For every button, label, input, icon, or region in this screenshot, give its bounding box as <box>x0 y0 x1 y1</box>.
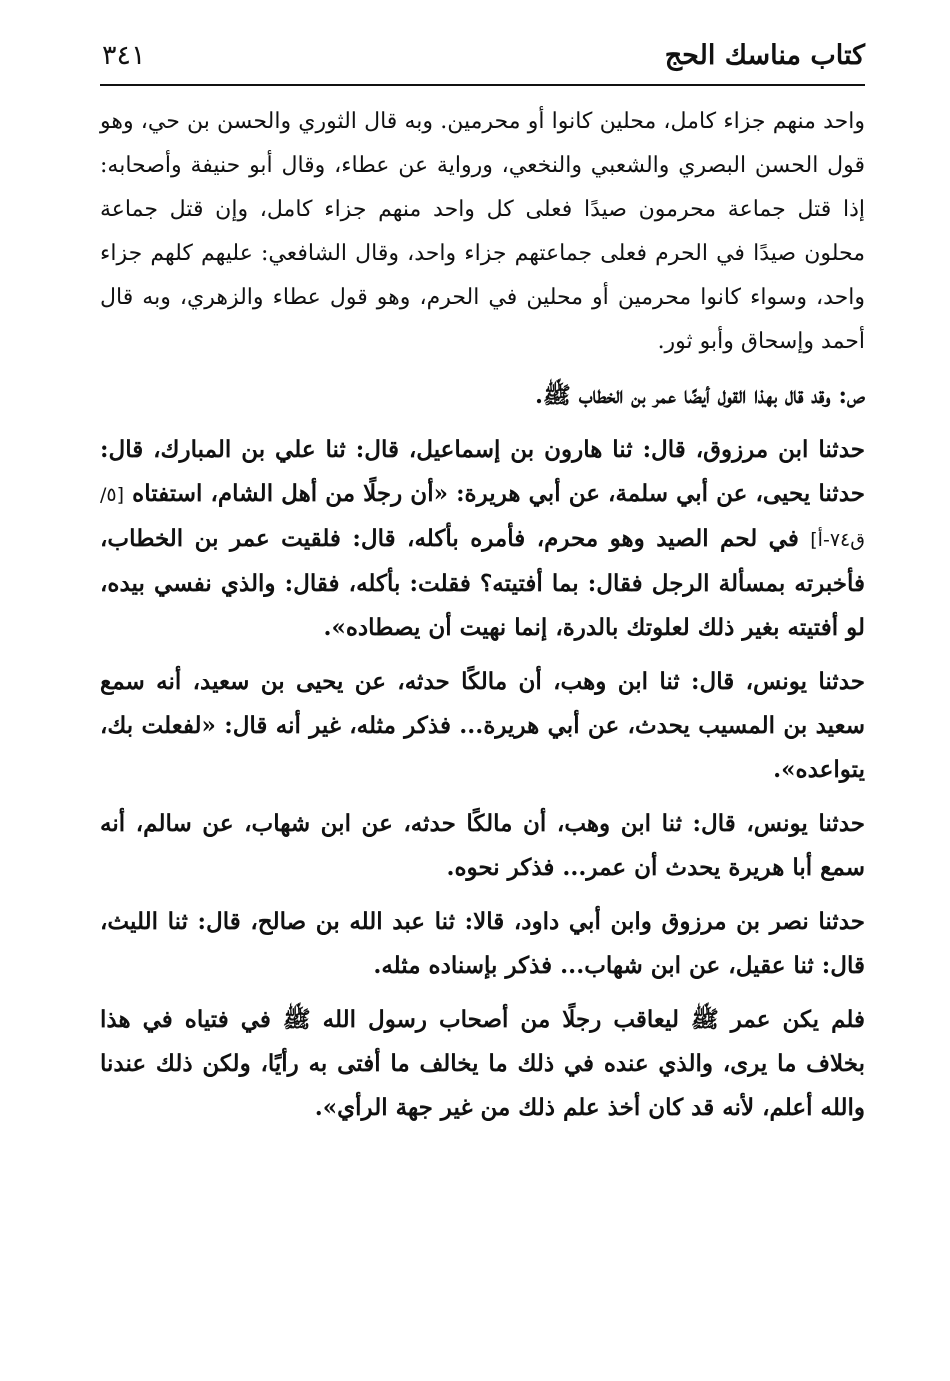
paragraph-4: حدثنا يونس، قال: ثنا ابن وهب، أن مالكًا حدثه، عن يحيى بن سعيد، أنه سمع سعيد بن المسيب يحدث، عن أبي هريرة... فذكر مثله، غير أنه قال: «لفعلت بك، يتواعده». <box>100 668 865 783</box>
page-body <box>100 100 865 1130</box>
page-header <box>100 36 865 80</box>
commentary-block <box>100 100 865 364</box>
paragraph-5: حدثنا يونس، قال: ثنا ابن وهب، أن مالكًا حدثه، عن ابن شهاب، عن سالم، أنه سمع أبا هريرة يحدث أن عمر... فذكر نحوه. <box>100 810 865 881</box>
paragraph-3-part-2: في لحم الصيد وهو محرم، فأمره بأكله، قال: فلقيت عمر بن الخطاب، فأخبرته بمسألة الرجل فقال: بما أفتيته؟ فقلت: بأكله، فقال: والذي نفسي بيده، لو أفتيته بغير ذلك لعلوتك بالدرة، إنما نهيت أن يصطاده». <box>100 525 865 641</box>
paragraph-7: فلم يكن عمر ﷺ ليعاقب رجلًا من أصحاب رسول الله ﷺ في فتياه في هذا بخلاف ما يرى، والذي عنده في ذلك ما يخالف ما أفتى به رأيًا، ولكن ذلك عندنا والله أعلم، لأنه قد كان أخذ علم ذلك من غير جهة الرأي». <box>100 1006 865 1121</box>
paragraph-2: ص: وقد قال بهذا القول أيضًا عمر بن الخطاب ﷺ. <box>535 382 865 409</box>
paragraph-6: حدثنا نصر بن مرزوق وابن أبي داود، قالا: ثنا عبد الله بن صالح، قال: ثنا الليث، قال: ثنا عقيل، عن ابن شهاب... فذكر بإسناده مثله. <box>100 908 865 979</box>
header-divider <box>100 84 865 86</box>
book-title: كتاب مناسك الحج <box>664 40 865 71</box>
paragraph-3-part-1: حدثنا ابن مرزوق، قال: ثنا هارون بن إسماعيل، قال: ثنا علي بن المبارك، قال: حدثنا يحيى، عن أبي سلمة، عن أبي هريرة: «أن رجلًا من أهل الشام، استفتاه <box>100 436 865 507</box>
paragraph-3 <box>100 428 865 650</box>
page-number: ٣٤١ <box>102 40 146 71</box>
paragraph-1: واحد منهم جزاء كامل، محلين كانوا أو محرمين. وبه قال الثوري والحسن بن حي، وهو قول الحسن البصري والشعبي والنخعي، ورواية عن عطاء، وقال أبو حنيفة وأصحابه: إذا قتل جماعة محرمون صيدًا فعلى كل واحد منهم جزاء كامل، وإن قتل جماعة محلون صيدًا في الحرم فعلى جماعتهم جزاء واحد، وقال الشافعي: عليهم كلهم جزاء واحد، وسواء كانوا محرمين أو محلين في الحرم، وهو قول عطاء والزهري، وبه قال أحمد وإسحاق وأبو ثور. <box>100 109 866 354</box>
manuscript-reference: [٥/ق٧٤-أ] <box>100 484 865 551</box>
